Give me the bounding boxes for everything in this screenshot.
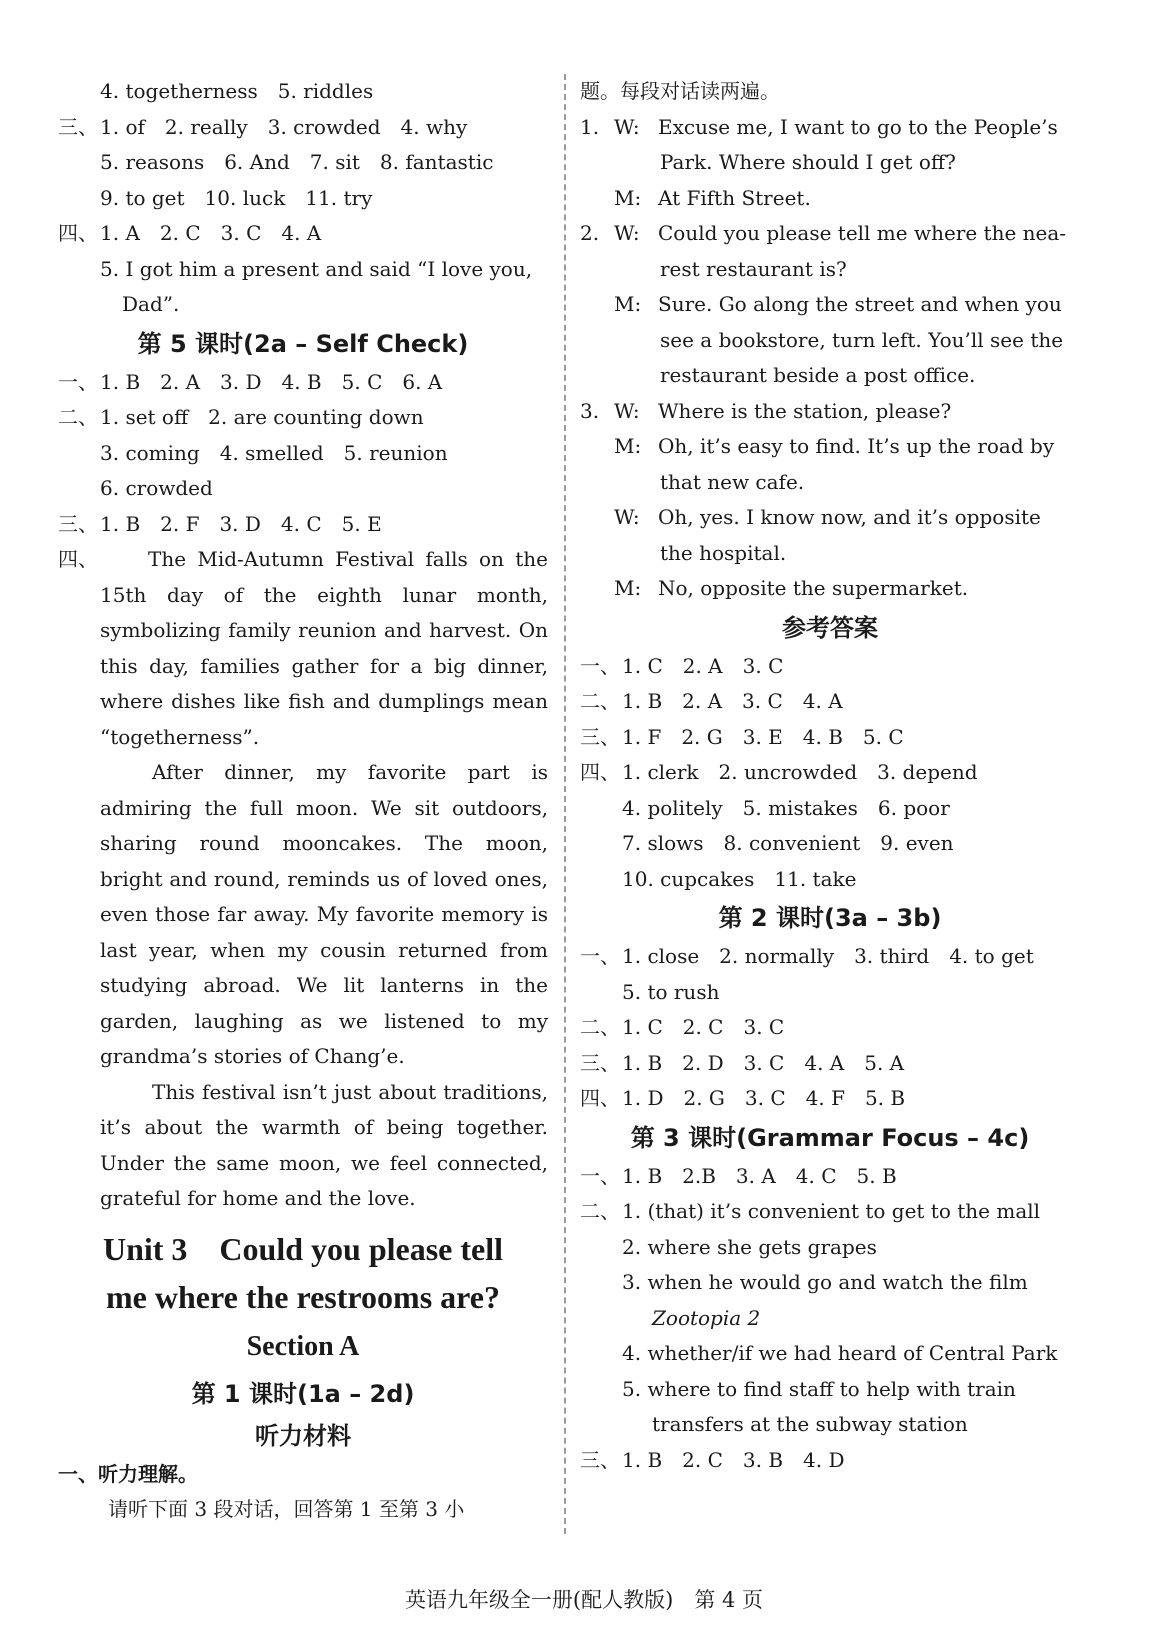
- essay: [58, 542, 548, 1217]
- answer-line: 5. reasons 6. And 7. sit 8. fantastic: [100, 150, 494, 174]
- dialogue-line: Park. Where should I get off?: [660, 150, 956, 174]
- answer-line: 一、 1. C 2. A 3. C: [580, 653, 784, 678]
- reference-answers-heading: 参考答案: [782, 613, 878, 642]
- answer-line: transfers at the subway station: [652, 1412, 968, 1436]
- answer-line: 三、 1. B 2. F 3. D 4. C 5. E: [58, 511, 382, 536]
- dialogue-line: M: Sure. Go along the street and when you: [614, 292, 1062, 316]
- dialogue-line: M: Oh, it’s easy to find. It’s up the road by: [614, 434, 1055, 458]
- answers-block-5: [580, 1159, 1080, 1479]
- left-column: [58, 74, 548, 1528]
- answers-block-4: [580, 939, 1080, 1117]
- answer-line: 一、 1. B 2. A 3. D 4. B 5. C 6. A: [58, 369, 443, 394]
- essay-paragraph-3: This festival isn’t just about traditions, it’s about the warmth of being together. Under the same moon, we feel connected, grateful for home and the love.: [100, 1079, 548, 1210]
- essay-paragraph-1: The Mid-Autumn Festival falls on the 15th day of the eighth lunar month, symbolizing family reunion and harvest. On this day, families gather for a big dinner, where dishes like fish and dumplings mean “togetherness”.: [100, 547, 548, 749]
- listening-label: 一、听力理解。: [58, 1461, 198, 1486]
- answer-line: 4. politely 5. mistakes 6. poor: [622, 795, 950, 820]
- essay-label: 四、: [58, 547, 98, 571]
- answer-line: 9. to get 10. luck 11. try: [100, 185, 373, 210]
- listening-heading: 听力材料: [255, 1421, 351, 1450]
- listening-instruction: 请听下面 3 段对话，回答第 1 至第 3 小: [108, 1497, 465, 1521]
- dialogue-line: the hospital.: [660, 540, 787, 565]
- dialogue-line: W: Oh, yes. I know now, and it’s opposite: [614, 505, 1041, 529]
- answer-line: 三、 1. B 2. C 3. B 4. D: [580, 1447, 845, 1472]
- listening-dialogue: [580, 110, 1080, 607]
- answer-line: 一、 1. close 2. normally 3. third 4. to get: [580, 944, 1034, 968]
- answer-line: 5. I got him a present and said “I love you,: [100, 256, 533, 281]
- answer-line: 二、 1. (that) it’s convenient to get to the mall: [580, 1199, 1041, 1223]
- page-footer: 英语九年级全一册(配人教版) 第 4 页: [404, 1588, 764, 1612]
- answer-line: 四、 1. A 2. C 3. C 4. A: [58, 221, 322, 245]
- lesson-2-heading: 第 2 课时(3a – 3b): [718, 904, 942, 932]
- lesson-3-heading: 第 3 课时(Grammar Focus – 4c): [630, 1123, 1030, 1152]
- answer-line: 三、 1. B 2. D 3. C 4. A 5. A: [580, 1050, 905, 1075]
- answers-block-3: [580, 649, 1080, 898]
- essay-paragraph-2: After dinner, my favorite part is admiring the full moon. We sit outdoors, sharing round mooncakes. The moon, bright and round, reminds us of loved ones, even those far away. My favorite memory is last year, when my cousin returned from studying abroad. We lit lanterns in the garden, laughing as we listened to my grandma’s stories of Chang’e.: [100, 760, 548, 1068]
- answer-line: 7. slows 8. convenient 9. even: [622, 831, 954, 855]
- answer-line: 2. where she gets grapes: [622, 1234, 877, 1259]
- answer-line: Zootopia 2: [652, 1305, 761, 1330]
- answer-line: 三、 1. F 2. G 3. E 4. B 5. C: [580, 724, 904, 749]
- unit-title: [58, 1217, 548, 1321]
- answers-block-1: [58, 74, 548, 323]
- dialogue-line: 1. W: Excuse me, I want to go to the People’s: [580, 114, 1058, 139]
- answer-line: 3. coming 4. smelled 5. reunion: [100, 440, 448, 465]
- answer-line: 10. cupcakes 11. take: [622, 866, 857, 891]
- dialogue-line: that new cafe.: [660, 469, 805, 494]
- answer-line: 5. where to find staff to help with train: [622, 1376, 1016, 1401]
- unit-title-line-1: Unit 3 Could you please tell: [102, 1230, 504, 1267]
- answer-line: 三、 1. of 2. really 3. crowded 4. why: [58, 114, 468, 139]
- section-title: Section A: [246, 1330, 360, 1362]
- dialogue-line: 3. W: Where is the station, please?: [580, 398, 952, 423]
- dialogue-line: 2. W: Could you please tell me where the nea-: [580, 221, 1067, 245]
- answer-line: Dad”.: [122, 292, 180, 316]
- dialogue-line: see a bookstore, turn left. You’ll see the: [660, 327, 1064, 352]
- answer-line: 二、 1. C 2. C 3. C: [580, 1015, 785, 1039]
- answer-line: 二、 1. set off 2. are counting down: [58, 405, 424, 429]
- answer-line: 二、 1. B 2. A 3. C 4. A: [580, 689, 843, 713]
- answer-line: 3. when he would go and watch the film: [622, 1270, 1028, 1294]
- answer-line: 四、 1. D 2. G 3. C 4. F 5. B: [580, 1086, 906, 1110]
- column-divider: [564, 74, 566, 1534]
- unit-title-line-2: me where the restrooms are?: [106, 1278, 500, 1315]
- answer-line: 四、 1. clerk 2. uncrowded 3. depend: [580, 760, 978, 784]
- lesson-1-heading: 第 1 课时(1a – 2d): [191, 1379, 415, 1408]
- answer-line: 一、 1. B 2.B 3. A 4. C 5. B: [580, 1163, 897, 1188]
- dialogue-line: M: At Fifth Street.: [614, 185, 811, 210]
- answer-line: 5. to rush: [622, 979, 720, 1004]
- instruction-continued: 题。每段对话读两遍。: [580, 79, 780, 103]
- dialogue-line: restaurant beside a post office.: [660, 363, 976, 387]
- answers-block-2: [58, 365, 548, 543]
- dialogue-line: M: No, opposite the supermarket.: [614, 576, 969, 600]
- answer-line: 6. crowded: [100, 476, 213, 500]
- answer-line: 4. whether/if we had heard of Central Park: [622, 1341, 1058, 1365]
- dialogue-line: rest restaurant is?: [660, 256, 847, 281]
- answer-line: 4. togetherness 5. riddles: [100, 79, 374, 103]
- lesson-5-heading: 第 5 课时(2a – Self Check): [137, 329, 469, 358]
- right-column: [580, 74, 1080, 1478]
